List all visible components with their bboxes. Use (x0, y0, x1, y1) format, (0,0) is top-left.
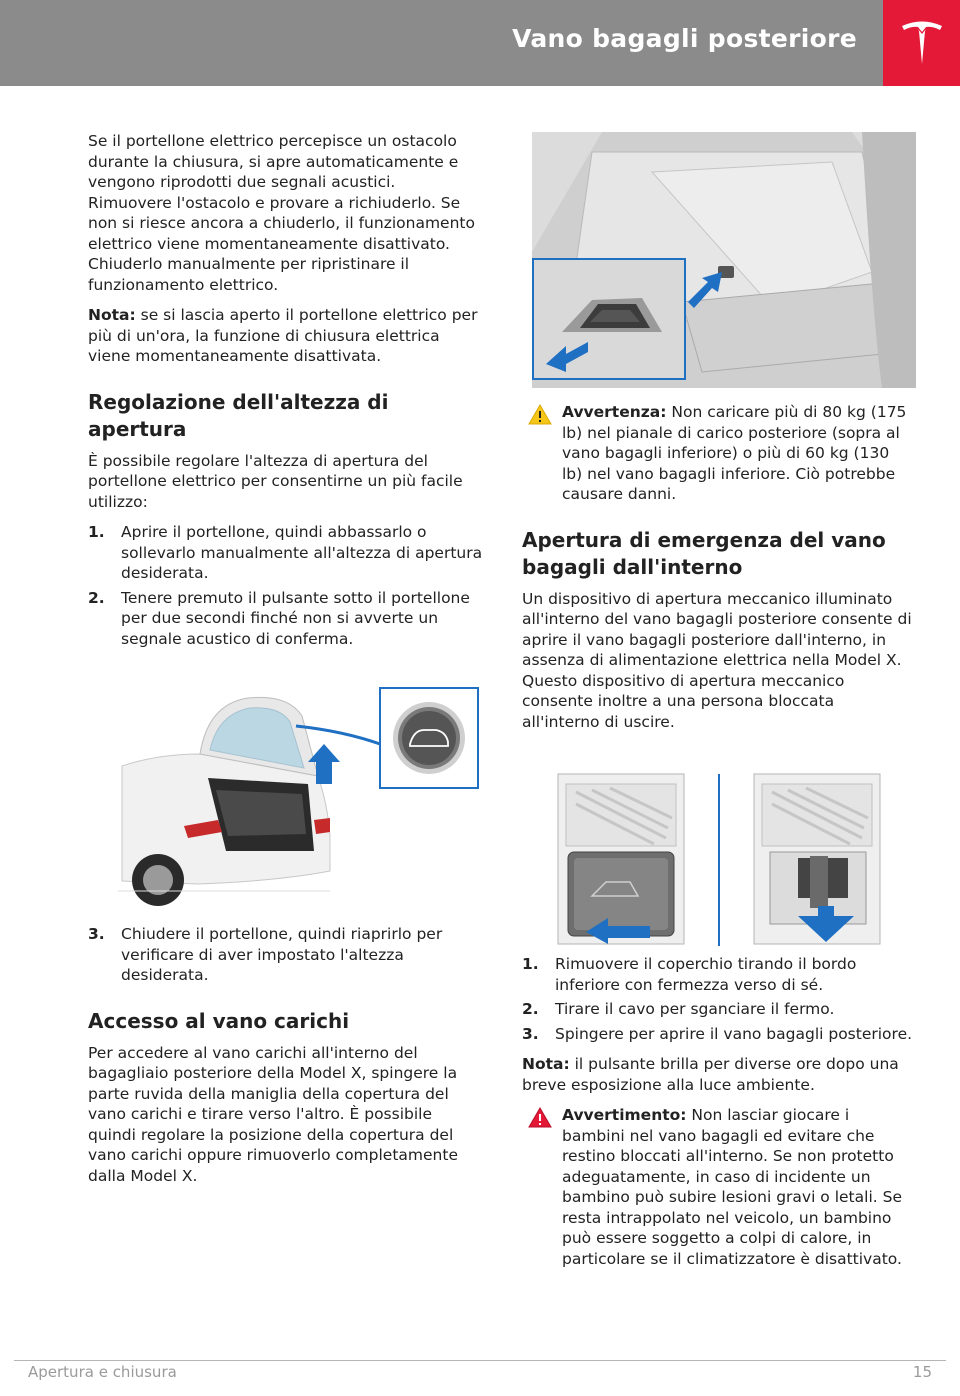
list-item: 3. Spingere per aprire il vano bagagli posteriore. (522, 1024, 913, 1043)
note-paragraph (522, 1054, 914, 1095)
note-label: Nota: (522, 1055, 570, 1073)
section-heading-opening-height: Regolazione dell'altezza di apertura (88, 389, 389, 441)
height-steps-list (88, 522, 483, 649)
page-title: Vano bagagli posteriore (512, 24, 857, 53)
footer-page-number: 15 (912, 1363, 932, 1381)
tailgate-illustration (118, 686, 483, 910)
danger-triangle-icon (528, 1107, 552, 1128)
caution-text: Non lasciar giocare i bambini nel vano bagagli ed evitare che restino bloccati all'interno. Se non protetto adeguatamente, in caso di incidente un bambino può subire lesioni gravi o letali. Se resta intrappolato nel veicolo, un bambino può essere soggetto a colpi di calore, in particolare se il climatizzatore è disattivato. (562, 1106, 902, 1268)
list-item: 2. Tenere premuto il pulsante sotto il portellone per due secondi finché non si avverte un segnale acustico di conferma. (88, 588, 470, 648)
release-handle-image (556, 772, 886, 948)
section-heading-emergency-release: Apertura di emergenza del vano bagagli dall'interno (522, 527, 886, 579)
emergency-paragraph: Un dispositivo di apertura meccanico illuminato all'interno del vano bagagli posteriore consente di aprire il vano bagagli posteriore dall'interno, in assenza di alimentazione elettrica nella Model X. Questo dispositivo di apertura meccanico consente inoltre a una persona bloccata all'interno di uscire. (522, 589, 912, 731)
list-item: 3. Chiudere il portellone, quindi riaprirlo per verificare di aver impostato l'altezza desiderata. (88, 925, 443, 984)
cargo-paragraph: Per accedere al vano carichi all'interno del bagagliaio posteriore della Model X, spingere la parte ruvida della maniglia della copertura del vano carichi e tirare verso l'altro. È possibile quindi regolare la posizione della copertura del vano carichi oppure rimuoverlo completamente dalla Model X. (88, 1043, 458, 1185)
caution-callout (522, 1105, 914, 1269)
warning-triangle-icon (528, 404, 552, 425)
page-header (0, 0, 883, 86)
list-item: 1. Aprire il portellone, quindi abbassarlo o sollevarlo manualmente all'altezza di apertura desiderata. (88, 523, 483, 582)
footer-divider (14, 1360, 946, 1361)
emergency-steps-list (522, 954, 914, 1044)
warning-text: Non caricare più di 80 kg (175 lb) nel pianale di carico posteriore (sopra al vano bagagli inferiore) o più di 60 kg (130 lb) nel vano bagagli inferiore. Ciò potrebbe causare danni. (562, 403, 907, 503)
height-steps-list-continued (88, 924, 483, 986)
note-text: se si lascia aperto il portellone elettrico per più di un'ora, la funzione di chiusura elettrica viene momentaneamente disattivata. (88, 306, 478, 365)
cargo-floor-illustration (532, 132, 916, 392)
footer-section-name: Apertura e chiusura (28, 1363, 177, 1381)
caution-label: Avvertimento: (562, 1106, 687, 1124)
height-intro: È possibile regolare l'altezza di apertura del portellone elettrico per consentirne un più facile utilizzo: (88, 451, 463, 511)
tesla-logo-icon (900, 18, 944, 68)
car-tailgate-image (118, 686, 483, 906)
warning-callout (522, 402, 914, 505)
note-label: Nota: (88, 306, 136, 324)
list-item: 2. Tirare il cavo per sganciare il fermo. (522, 1000, 835, 1018)
emergency-release-illustration (556, 772, 886, 952)
warning-label: Avvertenza: (562, 403, 667, 421)
cargo-cover-image (532, 132, 916, 388)
note-text: il pulsante brilla per diverse ore dopo una breve esposizione alla luce ambiente. (522, 1055, 899, 1094)
section-heading-cargo-access: Accesso al vano carichi (88, 1008, 350, 1033)
list-item: 1. Rimuovere il coperchio tirando il bordo inferiore con fermezza verso di sé. (522, 955, 857, 994)
intro-paragraph: Se il portellone elettrico percepisce un ostacolo durante la chiusura, si apre automaticamente e vengono riprodotti due segnali acustici. Rimuovere l'ostacolo e provare a richiuderlo. Se non si riesce ancora a chiuderlo, il funzionamento elettrico viene momentaneamente disattivato. Chiuderlo manualmente per ripristinare il funzionamento elettrico. (88, 132, 475, 294)
left-column (88, 131, 483, 1196)
note-paragraph (88, 305, 483, 367)
brand-logo-box (883, 0, 960, 86)
